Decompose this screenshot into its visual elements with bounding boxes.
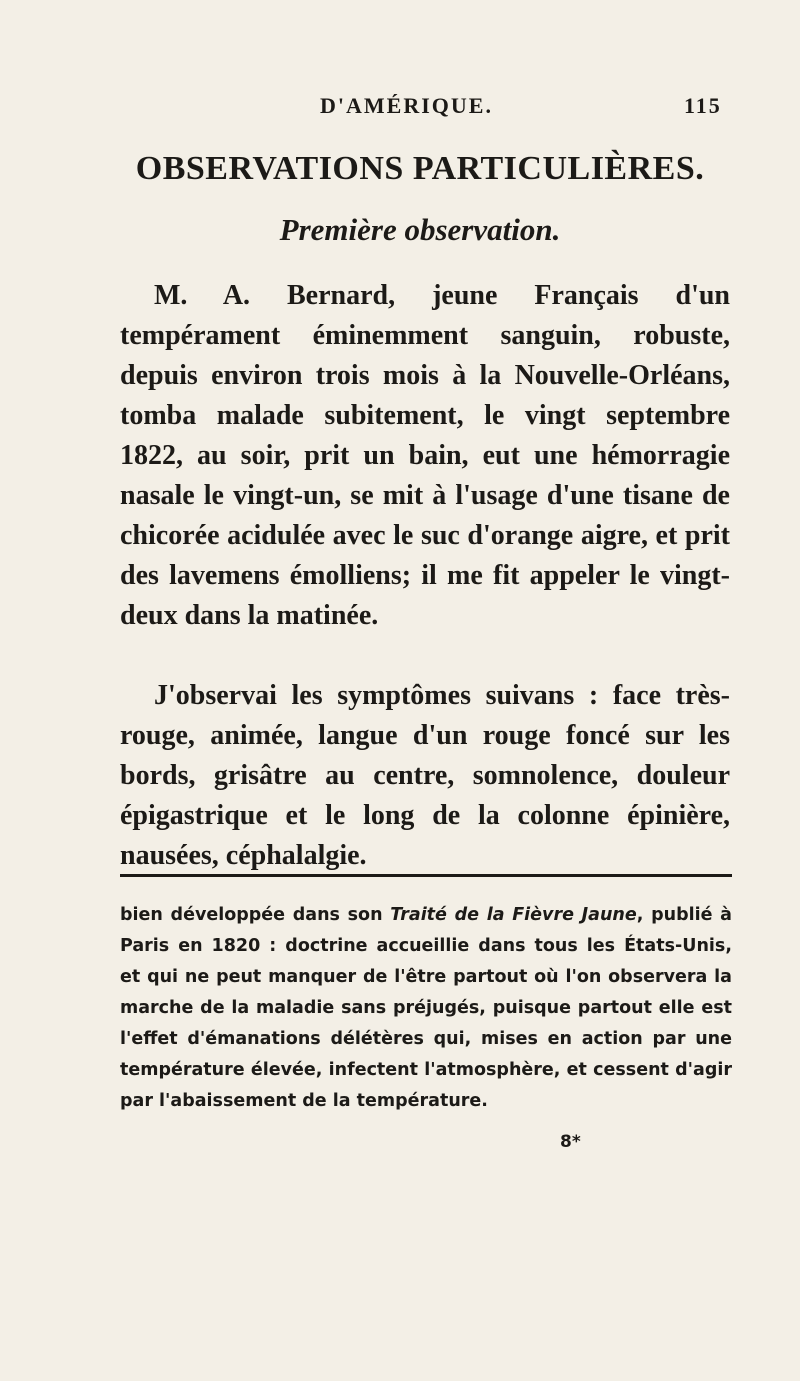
paragraph-2: J'observai les symptômes suivans : face très-rouge, animée, langue d'un rouge foncé sur les bords, grisâtre au centre, somnolence, douleur épigastrique et le long de la colonne épinière, nausées, céphalalgie. (120, 680, 730, 871)
section-title: OBSERVATIONS PARTICULIÈRES. (135, 150, 705, 187)
footnote-rule (120, 874, 732, 877)
footnote-text-start: bien développée dans son (120, 905, 391, 925)
page-number: 115 (684, 93, 722, 118)
footnote-work-title: Traité de la Fièvre Jaune (390, 905, 637, 925)
paragraph-1: M. A. Bernard, jeune Français d'un tempérament éminemment sanguin, robuste, depuis environ trois mois à la Nouvelle-Orléans, tomba malade subitement, le vingt septembre 1822, au soir, prit un bain, eut une hémorragie nasale le vingt-un, se mit à l'usage d'une tisane de chicorée acidulée avec le suc d'orange aigre, et prit des lavemens émolliens; il me fit appeler le vingt-deux dans la matinée. (120, 280, 730, 631)
signature-mark: 8* (560, 1132, 581, 1152)
running-title: D'AMÉRIQUE. (320, 93, 493, 118)
footnote-text-end: , publié à Paris en 1820 : doctrine accueillie dans tous les États-Unis, et qui ne peut manquer de l'être partout où l'on observera la marche de la maladie sans préjugés, puisque partout elle est l'effet d'émanations délétères qui, mises en action par une température élevée, infectent l'atmosphère, et cessent d'agir par l'abaissement de la température. (120, 905, 732, 1111)
running-head (0, 93, 800, 129)
footnote (120, 900, 732, 1117)
observation-subtitle: Première observation. (279, 212, 561, 247)
